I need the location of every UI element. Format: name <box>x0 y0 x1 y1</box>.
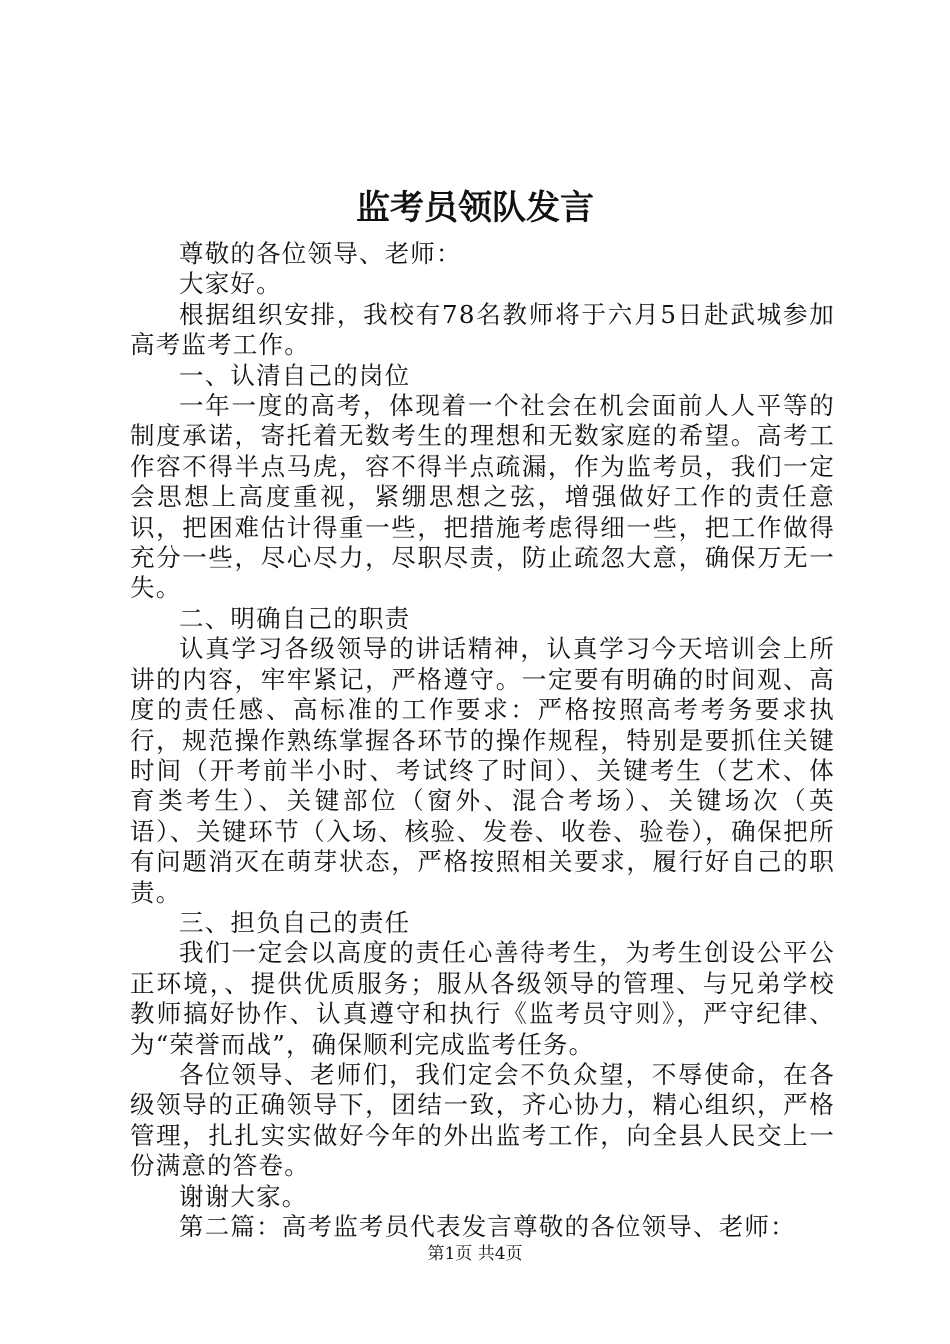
closing-paragraph: 各位领导、老师们，我们定会不负众望，不辱使命，在各级领导的正确领导下，团结一致，齐心协力，精心组织，严格管理，扎扎实实做好今年的外出监考工作，向全县人民交上一份满意的答卷。 <box>130 1059 835 1181</box>
page-number-footer: 第1页 共4页 <box>427 1244 523 1264</box>
intro-paragraph: 根据组织安排，我校有78名教师将于六月5日赴武城参加高考监考工作。 <box>130 299 835 360</box>
section-heading-1: 一、认清自己的岗位 <box>179 360 411 390</box>
section-2-paragraph: 认真学习各级领导的讲话精神，认真学习今天培训会上所讲的内容，牢牢紧记，严格遵守。一定要有明确的时间观、高度的责任感、高标准的工作要求：严格按照高考考务要求执行，规范操作熟练掌握各环节的操作规程，特别是要抓住关键时间（开考前半小时、考试终了时间）、关键考生（艺术、体育类考生）、关键部位（窗外、混合考场）、关键场次（英语）、关键环节（入场、核验、发卷、收卷、验卷），确保把所有问题消灭在萌芽状态，严格按照相关要求，履行好自己的职责。 <box>130 634 835 907</box>
document-body <box>130 239 835 1242</box>
salutation-paragraph: 尊敬的各位领导、老师： <box>179 239 462 268</box>
section-1-paragraph: 一年一度的高考，体现着一个社会在机会面前人人平等的制度承诺，寄托着无数考生的理想和无数家庭的希望。高考工作容不得半点马虎，容不得半点疏漏，作为监考员，我们一定会思想上高度重视，紧绷思想之弦，增强做好工作的责任意识，把困难估计得重一些，把措施考虑得细一些，把工作做得充分一些，尽心尽力，尽职尽责，防止疏忽大意，确保万无一失。 <box>130 391 835 603</box>
section-heading-2: 二、明确自己的职责 <box>179 603 411 633</box>
section-heading-3: 三、担负自己的责任 <box>179 907 411 937</box>
section-3-paragraph: 我们一定会以高度的责任心善待考生，为考生创设公平公正环境，、提供优质服务；服从各级领导的管理、与兄弟学校教师搞好协作、认真遵守和执行《监考员守则》，严守纪律、为“荣誉而战”，确保顺利完成监考任务。 <box>130 938 835 1059</box>
document-title: 监考员领队发言 <box>356 188 594 228</box>
greeting-paragraph: 大家好。 <box>179 269 282 299</box>
second-article-heading: 第二篇：高考监考员代表发言尊敬的各位领导、老师： <box>179 1212 796 1241</box>
thanks-paragraph: 谢谢大家。 <box>179 1181 308 1211</box>
